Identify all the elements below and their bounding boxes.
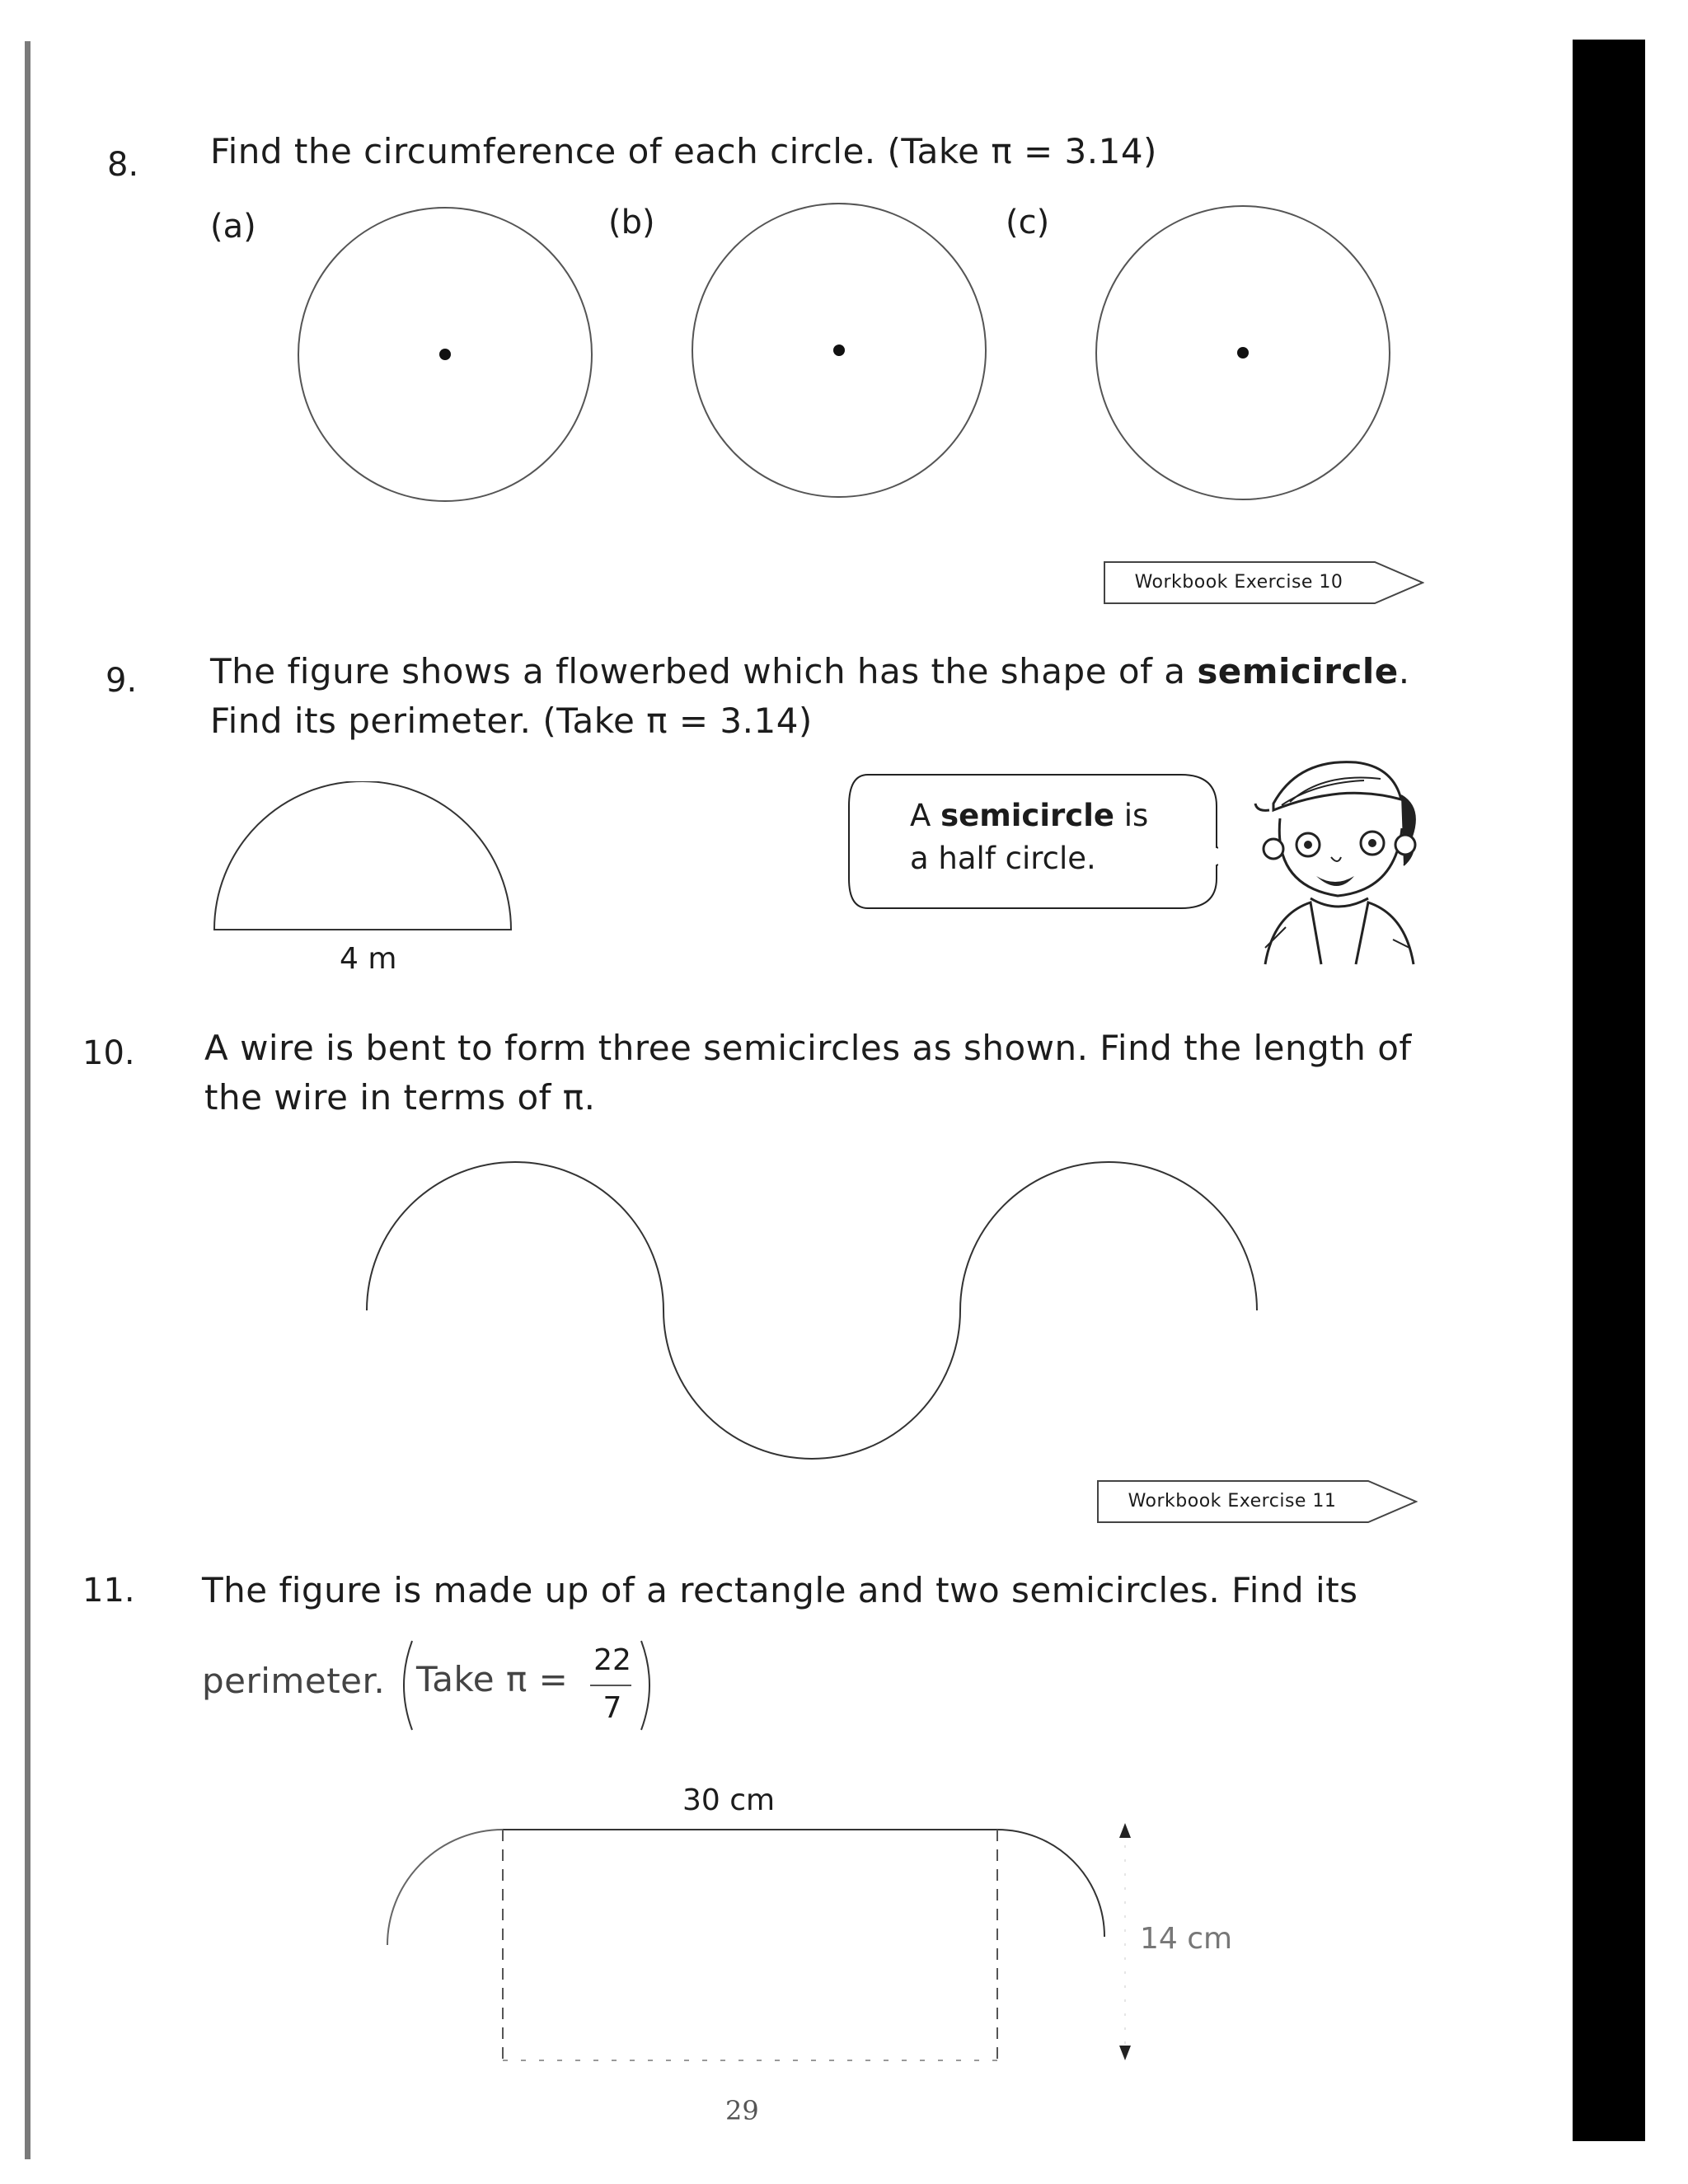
question-10-number: 10. bbox=[82, 1034, 135, 1072]
fraction-numerator: 22 bbox=[593, 1643, 631, 1677]
speech-bubble bbox=[847, 773, 1218, 910]
circle-c-center bbox=[1237, 347, 1249, 359]
question-8-text: Find the circumference of each circle. (Take π = 3.14) bbox=[210, 131, 1157, 171]
question-10-line1: A wire is bent to form three semicircles as shown. Find the length of bbox=[204, 1028, 1412, 1068]
question-8-number: 8. bbox=[107, 146, 139, 184]
page-right-black-bar bbox=[1573, 40, 1645, 2141]
question-10-line2: the wire in terms of π. bbox=[204, 1077, 596, 1118]
circle-c-figure bbox=[1086, 198, 1400, 511]
question-9-line2: Find its perimeter. (Take π = 3.14) bbox=[210, 701, 813, 741]
question-9-line1: The figure shows a flowerbed which has the shape of a semicircle. bbox=[210, 651, 1410, 691]
bubble-line2: a half circle. bbox=[910, 841, 1096, 876]
circle-b-center bbox=[833, 344, 845, 356]
q8-label-b: (b) bbox=[608, 204, 655, 241]
rect-width-label: 30 cm bbox=[682, 1783, 776, 1817]
flowerbed-diameter-label: 4 m bbox=[340, 942, 397, 976]
circle-a-center bbox=[439, 349, 451, 360]
workbook-exercise-11-tag[interactable] bbox=[1096, 1479, 1418, 1524]
question-9-number: 9. bbox=[106, 662, 138, 700]
semicircle-flowerbed-figure bbox=[210, 781, 515, 938]
semicircle-bold-term: semicircle bbox=[1197, 651, 1399, 691]
page-number: 29 bbox=[725, 2095, 759, 2126]
rect-height-label: 14 cm bbox=[1140, 1922, 1233, 1956]
three-semicircles-wire-figure bbox=[354, 1146, 1269, 1475]
fraction-denominator: 7 bbox=[603, 1691, 622, 1725]
question-11-line1: The figure is made up of a rectangle and two semicircles. Find its bbox=[202, 1570, 1358, 1610]
workbook-exercise-10-tag[interactable] bbox=[1103, 560, 1424, 605]
question-11-line2: perimeter. bbox=[202, 1661, 386, 1701]
rectangle-two-semicircles-figure bbox=[363, 1813, 1187, 2069]
workbook-exercise-11-label: Workbook Exercise 11 bbox=[1128, 1491, 1337, 1511]
q8-label-c: (c) bbox=[1006, 204, 1050, 241]
q8-label-a: (a) bbox=[210, 208, 256, 246]
bubble-line1: A semicircle is bbox=[910, 798, 1149, 833]
take-pi-text: Take π = bbox=[416, 1659, 569, 1699]
workbook-exercise-10-label: Workbook Exercise 10 bbox=[1134, 572, 1343, 593]
page-left-edge bbox=[25, 41, 30, 2159]
circle-b-figure bbox=[682, 198, 996, 511]
question-11-number: 11. bbox=[82, 1572, 135, 1610]
boy-cartoon-icon bbox=[1249, 746, 1426, 968]
circle-a-figure bbox=[288, 198, 602, 511]
